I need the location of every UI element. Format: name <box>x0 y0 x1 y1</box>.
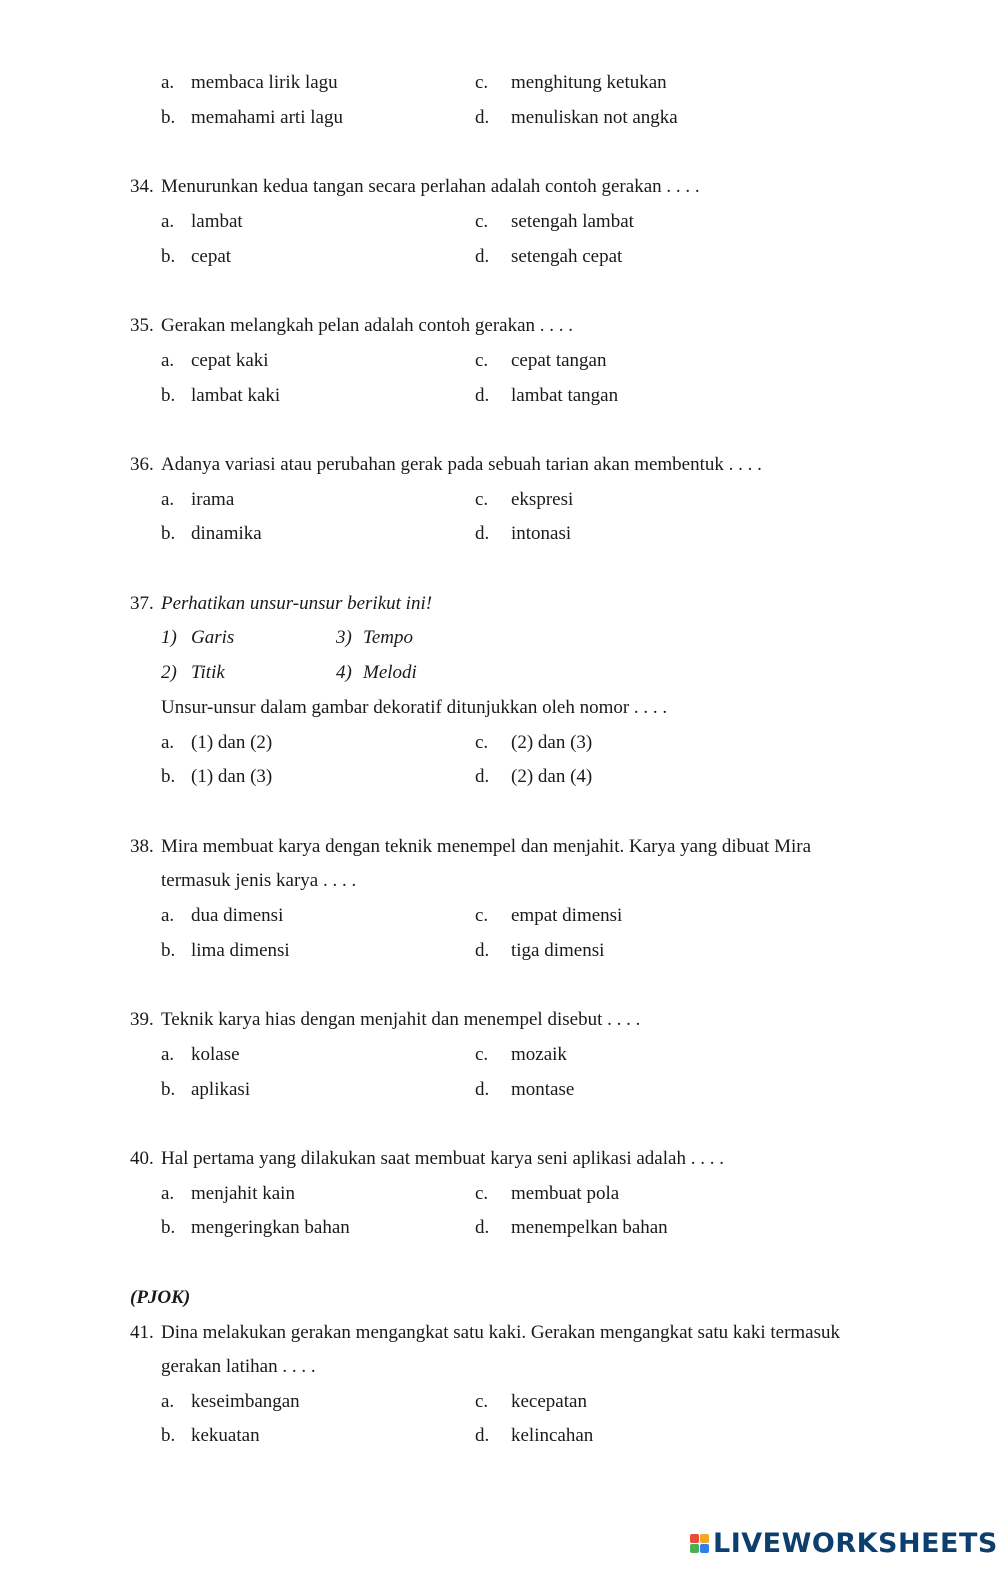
q36-option-d: intonasi <box>511 523 572 544</box>
logo-square-orange <box>700 1534 709 1543</box>
q38-number: 38. <box>130 836 154 857</box>
q39-option-a: kolase <box>191 1044 240 1065</box>
logo-square-blue <box>700 1544 709 1553</box>
q39-option-b-letter: b. <box>161 1079 176 1100</box>
q39-option-c: mozaik <box>511 1044 567 1065</box>
q35-text: Gerakan melangkah pelan adalah contoh gerakan . . . . <box>161 315 574 336</box>
q34-option-b-letter: b. <box>161 246 176 267</box>
q34-option-b: cepat <box>191 246 232 267</box>
q36-option-d-letter: d. <box>475 523 490 544</box>
q39-option-d-letter: d. <box>475 1079 490 1100</box>
q35-option-a: cepat kaki <box>191 350 269 371</box>
q40-option-a: menjahit kain <box>191 1183 295 1204</box>
q37-option-d: (2) dan (4) <box>511 766 593 787</box>
liveworksheets-logo[interactable] <box>690 1526 998 1560</box>
q34-option-a-letter: a. <box>161 211 175 232</box>
q35-option-c: cepat tangan <box>511 350 607 371</box>
q38-option-d: tiga dimensi <box>511 940 605 961</box>
q37-item-3: Tempo <box>363 627 413 648</box>
q38-text-line-2: termasuk jenis karya . . . . <box>161 870 357 891</box>
q39-option-c-letter: c. <box>475 1044 489 1065</box>
q37-number: 37. <box>130 593 154 614</box>
q33-option-d-letter: d. <box>475 107 490 128</box>
q37-option-b: (1) dan (3) <box>191 766 273 787</box>
q41-option-b-letter: b. <box>161 1425 176 1446</box>
liveworksheets-logo-icon <box>690 1534 709 1553</box>
q40-option-d-letter: d. <box>475 1217 490 1238</box>
q37-text: Perhatikan unsur-unsur berikut ini! <box>161 593 433 614</box>
q39-option-b: aplikasi <box>191 1079 251 1100</box>
q38-option-b-letter: b. <box>161 940 176 961</box>
q40-option-c: membuat pola <box>511 1183 620 1204</box>
q33-option-a: membaca lirik lagu <box>191 72 338 93</box>
q39-text: Teknik karya hias dengan menjahit dan menempel disebut . . . . <box>161 1009 641 1030</box>
q41-text-line-1: Dina melakukan gerakan mengangkat satu kaki. Gerakan mengangkat satu kaki termasuk <box>161 1322 841 1343</box>
q33-option-d: menuliskan not angka <box>511 107 678 128</box>
liveworksheets-brand-name: LIVEWORKSHEETS <box>713 1527 998 1559</box>
q41-text-line-2: gerakan latihan . . . . <box>161 1356 316 1377</box>
q37-item-4-number: 4) <box>336 662 352 683</box>
q41-option-c: kecepatan <box>511 1391 587 1412</box>
q38-option-d-letter: d. <box>475 940 490 961</box>
q38-option-a: dua dimensi <box>191 905 284 926</box>
q36-option-c-letter: c. <box>475 489 489 510</box>
q40-option-b-letter: b. <box>161 1217 176 1238</box>
q37-option-a: (1) dan (2) <box>191 732 273 753</box>
q36-option-c: ekspresi <box>511 489 574 510</box>
q41-option-a: keseimbangan <box>191 1391 300 1412</box>
q41-option-d-letter: d. <box>475 1425 490 1446</box>
q38-text-line-1: Mira membuat karya dengan teknik menempel dan menjahit. Karya yang dibuat Mira <box>161 836 812 857</box>
q41-option-b: kekuatan <box>191 1425 260 1446</box>
q33-option-a-letter: a. <box>161 72 175 93</box>
q40-option-d: menempelkan bahan <box>511 1217 668 1238</box>
q35-option-c-letter: c. <box>475 350 489 371</box>
q33-option-c-letter: c. <box>475 72 489 93</box>
q41-option-d: kelincahan <box>511 1425 594 1446</box>
q37-item-2-number: 2) <box>161 662 177 683</box>
q36-text: Adanya variasi atau perubahan gerak pada sebuah tarian akan membentuk . . . . <box>161 454 762 475</box>
q34-option-a: lambat <box>191 211 243 232</box>
q34-option-c: setengah lambat <box>511 211 634 232</box>
q35-option-b: lambat kaki <box>191 385 281 406</box>
q35-number: 35. <box>130 315 154 336</box>
q38-option-a-letter: a. <box>161 905 175 926</box>
q36-option-a-letter: a. <box>161 489 175 510</box>
q41-option-c-letter: c. <box>475 1391 489 1412</box>
q34-number: 34. <box>130 176 154 197</box>
q33-option-b-letter: b. <box>161 107 176 128</box>
logo-square-green <box>690 1544 699 1553</box>
q38-option-c: empat dimensi <box>511 905 623 926</box>
q41-number: 41. <box>130 1322 154 1343</box>
q38-option-b: lima dimensi <box>191 940 290 961</box>
q37-option-b-letter: b. <box>161 766 176 787</box>
q36-option-b: dinamika <box>191 523 262 544</box>
q37-item-1-number: 1) <box>161 627 177 648</box>
q36-option-b-letter: b. <box>161 523 176 544</box>
q39-option-a-letter: a. <box>161 1044 175 1065</box>
q40-option-c-letter: c. <box>475 1183 489 1204</box>
q39-number: 39. <box>130 1009 154 1030</box>
q35-option-a-letter: a. <box>161 350 175 371</box>
q37-item-4: Melodi <box>363 662 417 683</box>
logo-square-red <box>690 1534 699 1543</box>
q40-text: Hal pertama yang dilakukan saat membuat karya seni aplikasi adalah . . . . <box>161 1148 724 1169</box>
q38-option-c-letter: c. <box>475 905 489 926</box>
q34-option-d-letter: d. <box>475 246 490 267</box>
q37-question: Unsur-unsur dalam gambar dekoratif ditunjukkan oleh nomor . . . . <box>161 697 668 718</box>
q36-number: 36. <box>130 454 154 475</box>
q41-option-a-letter: a. <box>161 1391 175 1412</box>
q34-option-d: setengah cepat <box>511 246 623 267</box>
q37-item-1: Garis <box>191 627 235 648</box>
q37-item-2: Titik <box>191 662 225 683</box>
section-heading-pjok: (PJOK) <box>130 1287 191 1308</box>
q35-option-b-letter: b. <box>161 385 176 406</box>
q36-option-a: irama <box>191 489 235 510</box>
q37-option-c: (2) dan (3) <box>511 732 593 753</box>
q37-option-c-letter: c. <box>475 732 489 753</box>
q35-option-d-letter: d. <box>475 385 490 406</box>
q40-number: 40. <box>130 1148 154 1169</box>
q34-option-c-letter: c. <box>475 211 489 232</box>
q37-item-3-number: 3) <box>336 627 352 648</box>
q40-option-b: mengeringkan bahan <box>191 1217 350 1238</box>
q37-option-a-letter: a. <box>161 732 175 753</box>
q39-option-d: montase <box>511 1079 575 1100</box>
q34-text: Menurunkan kedua tangan secara perlahan adalah contoh gerakan . . . . <box>161 176 700 197</box>
q37-option-d-letter: d. <box>475 766 490 787</box>
q33-option-c: menghitung ketukan <box>511 72 667 93</box>
q33-option-b: memahami arti lagu <box>191 107 343 128</box>
q40-option-a-letter: a. <box>161 1183 175 1204</box>
q35-option-d: lambat tangan <box>511 385 619 406</box>
